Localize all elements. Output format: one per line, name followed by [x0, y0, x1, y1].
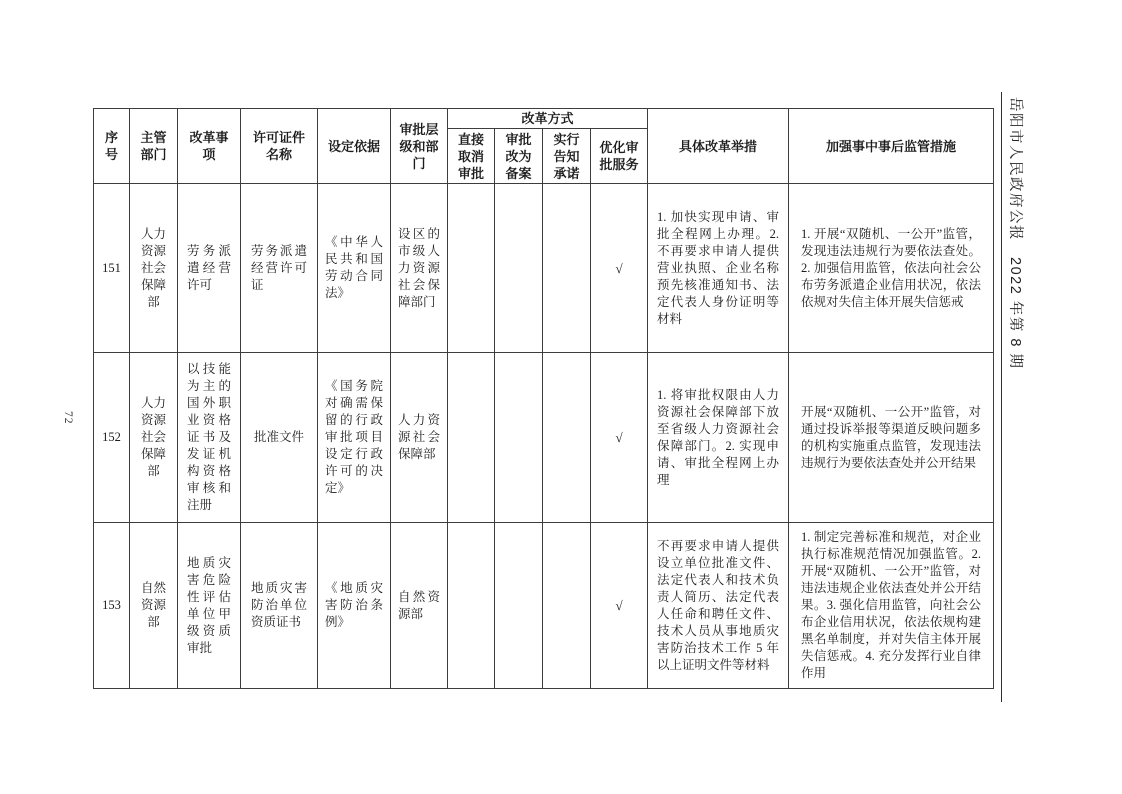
cell-notification-commitment — [543, 184, 591, 353]
cell-cancel-approval — [448, 523, 495, 689]
cell-reform-measures: 不再要求申请人提供设立单位批准文件、法定代表人和技术负责人简历、法定代表人任命和聘任文件、技术人员从事地质灾害防治技术工作 5 年以上证明文件等材料 — [648, 523, 789, 689]
cell-department: 自然资源部 — [130, 523, 178, 689]
cell-change-to-record — [495, 184, 543, 353]
header-license-name: 许可证件名称 — [241, 109, 318, 184]
header-basis: 设定依据 — [318, 109, 391, 184]
header-department: 主管部门 — [130, 109, 178, 184]
cell-department: 人力资源社会保障部 — [130, 353, 178, 523]
cell-reform-item: 地质灾害危险性评估单位甲级资质审批 — [178, 523, 241, 689]
cell-optimize-service-checkmark: √ — [591, 353, 648, 523]
header-serial: 序号 — [94, 109, 130, 184]
cell-approval-level: 自然资源部 — [391, 523, 448, 689]
cell-change-to-record — [495, 353, 543, 523]
header-measures: 具体改革举措 — [648, 109, 789, 184]
header-supervision: 加强事中事后监管措施 — [789, 109, 994, 184]
cell-basis: 《地质灾害防治条例》 — [318, 523, 391, 689]
cell-cancel-approval — [448, 184, 495, 353]
cell-notification-commitment — [543, 523, 591, 689]
table-row-152 — [94, 353, 994, 523]
header-approval-level: 审批层级和部门 — [391, 109, 448, 184]
cell-reform-item: 以技能为主的国外职业资格证书及发证机构资格审核和注册 — [178, 353, 241, 523]
header-reform-mode: 改革方式 — [448, 109, 648, 129]
cell-supervision-measures: 开展“双随机、一公开”监管，对通过投诉举报等渠道反映问题多的机构实施重点监管，发现违法违规行为要依法查处并公开结果 — [789, 353, 994, 523]
cell-supervision-measures: 1. 开展“双随机、一公开”监管，发现违法违规行为要依法查处。2. 加强信用监管，依法向社会公布劳务派遣企业信用状况，依法依规对失信主体开展失信惩戒 — [789, 184, 994, 353]
table-row-153 — [94, 523, 994, 689]
header-reform-item: 改革事项 — [178, 109, 241, 184]
cell-basis: 《国务院对确需保留的行政审批项目设定行政许可的决定》 — [318, 353, 391, 523]
cell-optimize-service-checkmark: √ — [591, 184, 648, 353]
sidebar-title: 岳阳市人民政府公报 2022 年第 8 期 — [1007, 97, 1023, 370]
sidebar-rule — [1001, 92, 1002, 702]
cell-change-to-record — [495, 523, 543, 689]
cell-license-name: 地质灾害防治单位资质证书 — [241, 523, 318, 689]
cell-reform-item: 劳务派遣经营许可 — [178, 184, 241, 353]
header-cancel-approval: 直接取消审批 — [448, 129, 495, 184]
cell-reform-measures: 1. 加快实现申请、审批全程网上办理。2. 不再要求申请人提供营业执照、企业名称预先核准通知书、法定代表人身份证明等材料 — [648, 184, 789, 353]
cell-notification-commitment — [543, 353, 591, 523]
cell-reform-measures: 1. 将审批权限由人力资源社会保障部下放至省级人力资源社会保障部门。2. 实现申请、审批全程网上办理 — [648, 353, 789, 523]
header-notification-commitment: 实行告知承诺 — [543, 129, 591, 184]
cell-supervision-measures: 1. 制定完善标准和规范，对企业执行标准规范情况加强监管。2. 开展“双随机、一公开”监管，对违法违规企业依法查处并公开结果。3. 强化信用监管，向社会公布企业信用状况，依法依规构建黑名单制度，并对失信主体开展失信惩戒。4. 充分发挥行业自律作用 — [789, 523, 994, 689]
table-row-151 — [94, 184, 994, 353]
header-change-to-record: 审批改为备案 — [495, 129, 543, 184]
cell-basis: 《中华人民共和国劳动合同法》 — [318, 184, 391, 353]
cell-department: 人力资源社会保障部 — [130, 184, 178, 353]
cell-license-name: 劳务派遣经营许可证 — [241, 184, 318, 353]
cell-serial: 152 — [94, 353, 130, 523]
cell-serial: 153 — [94, 523, 130, 689]
cell-cancel-approval — [448, 353, 495, 523]
cell-serial: 151 — [94, 184, 130, 353]
reform-items-table — [93, 108, 994, 689]
page-number: 72 — [62, 411, 74, 425]
header-optimize-service: 优化审批服务 — [591, 129, 648, 184]
cell-license-name: 批准文件 — [241, 353, 318, 523]
cell-optimize-service-checkmark: √ — [591, 523, 648, 689]
cell-approval-level: 人力资源社会保障部 — [391, 353, 448, 523]
cell-approval-level: 设区的市级人力资源社会保障部门 — [391, 184, 448, 353]
